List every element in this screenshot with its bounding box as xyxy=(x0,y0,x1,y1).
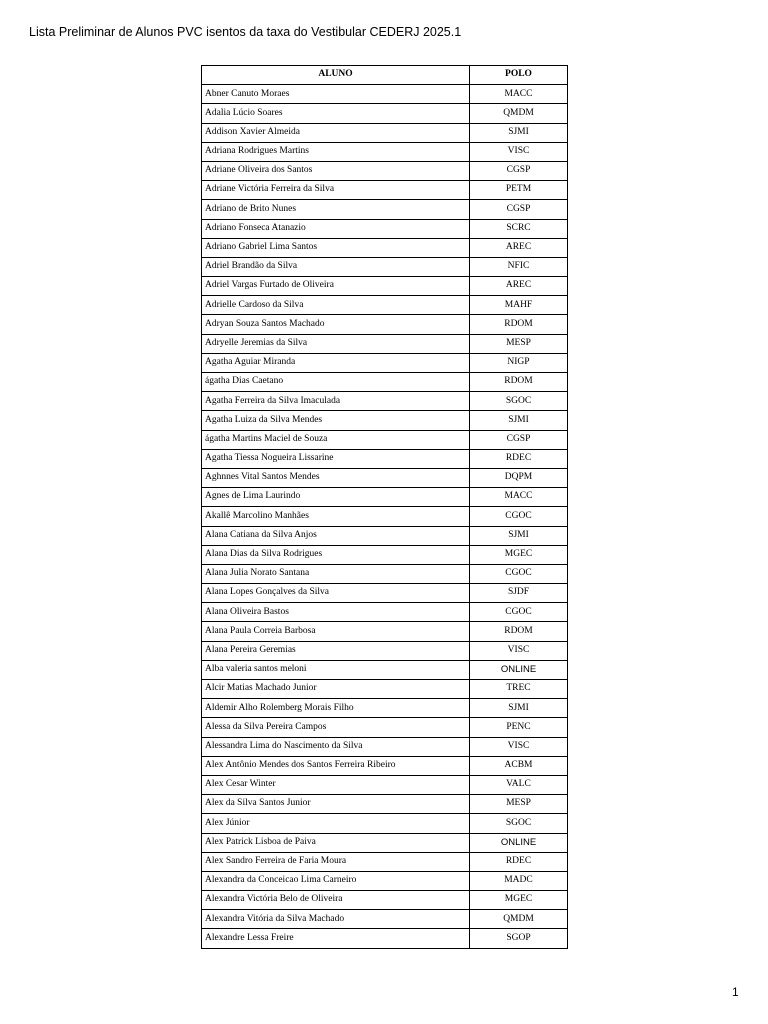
polo-cell: MACC xyxy=(470,488,568,507)
student-name-cell: Agatha Ferreira da Silva Imaculada xyxy=(202,392,470,411)
table-body xyxy=(202,85,568,948)
student-name-cell: ágatha Martins Maciel de Souza xyxy=(202,430,470,449)
polo-cell: SJMI xyxy=(470,123,568,142)
table-row xyxy=(202,891,568,910)
student-name-cell: Aldemir Alho Rolemberg Morais Filho xyxy=(202,699,470,718)
polo-cell: SJMI xyxy=(470,526,568,545)
polo-cell: SJMI xyxy=(470,411,568,430)
table-row xyxy=(202,334,568,353)
student-name-cell: Alcir Matias Machado Junior xyxy=(202,680,470,699)
student-name-cell: Alex da Silva Santos Junior xyxy=(202,795,470,814)
table-row xyxy=(202,449,568,468)
table-row xyxy=(202,603,568,622)
table-row xyxy=(202,814,568,833)
polo-cell: RDOM xyxy=(470,315,568,334)
student-name-cell: Aghnnes Vital Santos Mendes xyxy=(202,468,470,487)
polo-cell: NIGP xyxy=(470,353,568,372)
student-name-cell: Alessa da Silva Pereira Campos xyxy=(202,718,470,737)
polo-cell: MGEC xyxy=(470,891,568,910)
student-name-cell: Adryelle Jeremias da Silva xyxy=(202,334,470,353)
page-title: Lista Preliminar de Alunos PVC isentos da taxa do Vestibular CEDERJ 2025.1 xyxy=(29,25,462,39)
student-name-cell: Adriane Victória Ferreira da Silva xyxy=(202,181,470,200)
student-name-cell: Adriano Fonseca Atanazio xyxy=(202,219,470,238)
polo-cell: CGSP xyxy=(470,161,568,180)
polo-cell: PETM xyxy=(470,181,568,200)
table-row xyxy=(202,833,568,852)
polo-cell: PENC xyxy=(470,718,568,737)
student-name-cell: ágatha Dias Caetano xyxy=(202,373,470,392)
student-name-cell: Alana Paula Correia Barbosa xyxy=(202,622,470,641)
polo-cell: ONLINE xyxy=(470,660,568,679)
polo-cell: MESP xyxy=(470,334,568,353)
table-row xyxy=(202,392,568,411)
table-row xyxy=(202,181,568,200)
polo-cell: QMDM xyxy=(470,104,568,123)
table-row xyxy=(202,277,568,296)
student-name-cell: Alex Antônio Mendes dos Santos Ferreira Ribeiro xyxy=(202,756,470,775)
table-row xyxy=(202,200,568,219)
table-row xyxy=(202,680,568,699)
table-row xyxy=(202,238,568,257)
polo-cell: AREC xyxy=(470,277,568,296)
polo-cell: VISC xyxy=(470,641,568,660)
polo-cell: SJMI xyxy=(470,699,568,718)
student-name-cell: Adriane Oliveira dos Santos xyxy=(202,161,470,180)
student-name-cell: Alex Júnior xyxy=(202,814,470,833)
student-name-cell: Alana Catiana da Silva Anjos xyxy=(202,526,470,545)
table-row xyxy=(202,411,568,430)
table-row xyxy=(202,910,568,929)
student-name-cell: Alexandre Lessa Freire xyxy=(202,929,470,948)
table-row xyxy=(202,871,568,890)
polo-cell: CGOC xyxy=(470,603,568,622)
table-row xyxy=(202,296,568,315)
student-name-cell: Alessandra Lima do Nascimento da Silva xyxy=(202,737,470,756)
table-row xyxy=(202,507,568,526)
polo-cell: RDOM xyxy=(470,373,568,392)
table-row xyxy=(202,929,568,948)
table-header-row xyxy=(202,66,568,85)
polo-cell: MAHF xyxy=(470,296,568,315)
table-row xyxy=(202,660,568,679)
polo-cell: SCRC xyxy=(470,219,568,238)
polo-cell: VISC xyxy=(470,737,568,756)
polo-cell: RDOM xyxy=(470,622,568,641)
polo-cell: RDEC xyxy=(470,852,568,871)
column-header-aluno: ALUNO xyxy=(202,66,470,85)
table-row xyxy=(202,161,568,180)
table-row xyxy=(202,353,568,372)
student-name-cell: Adriano de Brito Nunes xyxy=(202,200,470,219)
students-table xyxy=(201,65,568,949)
page-number: 1 xyxy=(732,985,739,999)
student-name-cell: Alex Sandro Ferreira de Faria Moura xyxy=(202,852,470,871)
table-row xyxy=(202,468,568,487)
table-row xyxy=(202,564,568,583)
polo-cell: SGOP xyxy=(470,929,568,948)
polo-cell: CGSP xyxy=(470,200,568,219)
table-row xyxy=(202,257,568,276)
table-row xyxy=(202,756,568,775)
polo-cell: RDEC xyxy=(470,449,568,468)
polo-cell: MADC xyxy=(470,871,568,890)
polo-cell: VALC xyxy=(470,775,568,794)
table-row xyxy=(202,718,568,737)
student-name-cell: Alex Cesar Winter xyxy=(202,775,470,794)
student-name-cell: Adalia Lúcio Soares xyxy=(202,104,470,123)
table-row xyxy=(202,545,568,564)
polo-cell: ACBM xyxy=(470,756,568,775)
polo-cell: CGSP xyxy=(470,430,568,449)
table-row xyxy=(202,852,568,871)
student-name-cell: Alexandra Vitória da Silva Machado xyxy=(202,910,470,929)
student-name-cell: Alana Dias da Silva Rodrigues xyxy=(202,545,470,564)
student-name-cell: Alexandra Victória Belo de Oliveira xyxy=(202,891,470,910)
table-row xyxy=(202,641,568,660)
table-row xyxy=(202,526,568,545)
student-name-cell: Agnes de Lima Laurindo xyxy=(202,488,470,507)
student-name-cell: Abner Canuto Moraes xyxy=(202,85,470,104)
polo-cell: SGOC xyxy=(470,392,568,411)
student-name-cell: Agatha Aguiar Miranda xyxy=(202,353,470,372)
polo-cell: ONLINE xyxy=(470,833,568,852)
student-name-cell: Alba valeria santos meloni xyxy=(202,660,470,679)
student-name-cell: Agatha Tiessa Nogueira Lissarine xyxy=(202,449,470,468)
student-name-cell: Adriana Rodrigues Martins xyxy=(202,142,470,161)
student-name-cell: Alana Oliveira Bastos xyxy=(202,603,470,622)
student-name-cell: Agatha Luiza da Silva Mendes xyxy=(202,411,470,430)
polo-cell: MESP xyxy=(470,795,568,814)
student-name-cell: Adryan Souza Santos Machado xyxy=(202,315,470,334)
student-name-cell: Alana Pereira Geremias xyxy=(202,641,470,660)
student-name-cell: Alexandra da Conceicao Lima Carneiro xyxy=(202,871,470,890)
polo-cell: SGOC xyxy=(470,814,568,833)
polo-cell: SJDF xyxy=(470,584,568,603)
table-row xyxy=(202,622,568,641)
polo-cell: MGEC xyxy=(470,545,568,564)
table-row xyxy=(202,488,568,507)
table-row xyxy=(202,795,568,814)
student-name-cell: Alex Patrick Lisboa de Paiva xyxy=(202,833,470,852)
student-name-cell: Addison Xavier Almeida xyxy=(202,123,470,142)
table-row xyxy=(202,85,568,104)
table-row xyxy=(202,430,568,449)
student-name-cell: Adriel Vargas Furtado de Oliveira xyxy=(202,277,470,296)
table-row xyxy=(202,373,568,392)
student-name-cell: Adriel Brandão da Silva xyxy=(202,257,470,276)
table-row xyxy=(202,142,568,161)
student-name-cell: Alana Julia Norato Santana xyxy=(202,564,470,583)
polo-cell: QMDM xyxy=(470,910,568,929)
polo-cell: DQPM xyxy=(470,468,568,487)
polo-cell: TREC xyxy=(470,680,568,699)
polo-cell: CGOC xyxy=(470,564,568,583)
table-row xyxy=(202,775,568,794)
polo-cell: VISC xyxy=(470,142,568,161)
table-row xyxy=(202,315,568,334)
student-name-cell: Akallê Marcolino Manhães xyxy=(202,507,470,526)
table-row xyxy=(202,104,568,123)
polo-cell: AREC xyxy=(470,238,568,257)
polo-cell: NFIC xyxy=(470,257,568,276)
polo-cell: CGOC xyxy=(470,507,568,526)
table-row xyxy=(202,123,568,142)
student-name-cell: Adriano Gabriel Lima Santos xyxy=(202,238,470,257)
table-row xyxy=(202,219,568,238)
column-header-polo: POLO xyxy=(470,66,568,85)
polo-cell: MACC xyxy=(470,85,568,104)
table-row xyxy=(202,584,568,603)
table-row xyxy=(202,699,568,718)
table-row xyxy=(202,737,568,756)
student-name-cell: Adrielle Cardoso da Silva xyxy=(202,296,470,315)
student-name-cell: Alana Lopes Gonçalves da Silva xyxy=(202,584,470,603)
